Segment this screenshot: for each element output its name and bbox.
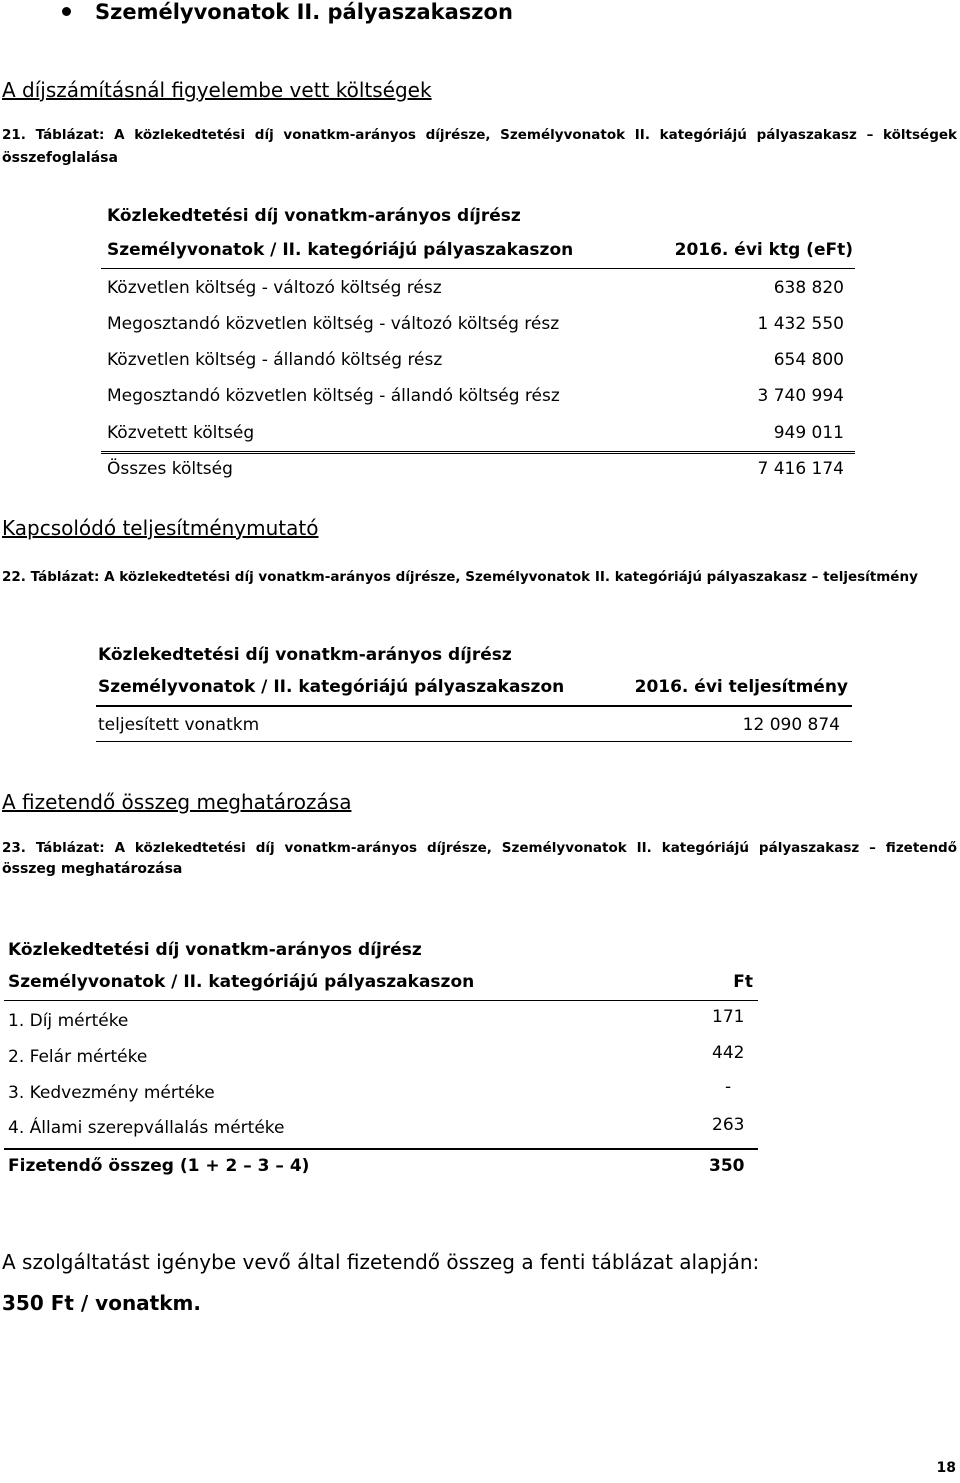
table22-bottom-rule xyxy=(96,741,852,742)
table22-row-label: teljesített vonatkm xyxy=(98,715,260,735)
table21-row-label: Közvetlen költség - állandó költség rész xyxy=(107,350,443,370)
bullet-icon xyxy=(62,7,71,16)
section-title xyxy=(62,0,513,24)
table22-head2-left: Személyvonatok / II. kategóriájú pályaszakaszon xyxy=(98,677,565,697)
table23-row-label: 3. Kedvezmény mértéke xyxy=(8,1083,215,1103)
table21-head2-left: Személyvonatok / II. kategóriájú pályaszakaszon xyxy=(107,240,574,260)
table21-row-value: 3 740 994 xyxy=(757,386,844,406)
table22-caption: 22. Táblázat: A közlekedtetési díj vonatkm-arányos díjrésze, Személyvonatok II. kategóriájú pályaszakasz – teljesítmény xyxy=(2,569,918,585)
table23-total-rule xyxy=(4,1148,758,1150)
table23-row-value: 442 xyxy=(712,1043,745,1063)
table23-total-label: Fizetendő összeg (1 + 2 – 3 – 4) xyxy=(8,1156,310,1176)
page-number: 18 xyxy=(936,1460,956,1476)
table21-caption-line2: összefoglalása xyxy=(2,150,118,166)
table21-row-value: 1 432 550 xyxy=(757,314,844,334)
table22-header-rule xyxy=(96,705,852,707)
table21-row-value: 949 011 xyxy=(773,423,844,443)
table23-header-rule xyxy=(4,1000,758,1001)
table21-total-rule xyxy=(101,451,855,454)
perf-heading: Kapcsolódó teljesítménymutató xyxy=(2,516,319,540)
table23-head1: Közlekedtetési díj vonatkm-arányos díjrész xyxy=(8,940,422,960)
table21-head2-right: 2016. évi ktg (eFt) xyxy=(674,240,853,260)
table23-row-value: - xyxy=(725,1077,732,1097)
table23-head2-right: Ft xyxy=(733,972,753,992)
section-title-text: Személyvonatok II. pályaszakaszon xyxy=(95,0,513,24)
table23-caption-line2: összeg meghatározása xyxy=(2,861,183,877)
table23-total-value: 350 xyxy=(709,1156,745,1176)
table23-row-label: 1. Díj mértéke xyxy=(8,1011,129,1031)
table21-row-label: Megosztandó közvetlen költség - változó költség rész xyxy=(107,314,560,334)
conclusion-line1: A szolgáltatást igénybe vevő által fizetendő összeg a fenti táblázat alapján: xyxy=(2,1250,760,1274)
conclusion-line2: 350 Ft / vonatkm. xyxy=(2,1291,201,1315)
table21-row-value: 638 820 xyxy=(773,278,844,298)
table21-total-value: 7 416 174 xyxy=(757,459,844,479)
table21-row-label: Közvetett költség xyxy=(107,423,255,443)
table22-head2-right: 2016. évi teljesítmény xyxy=(634,677,848,697)
table23-row-label: 4. Állami szerepvállalás mértéke xyxy=(8,1118,285,1138)
table23-row-value: 171 xyxy=(712,1007,745,1027)
table21-row-label: Megosztandó közvetlen költség - állandó költség rész xyxy=(107,386,560,406)
table23-row-label: 2. Felár mértéke xyxy=(8,1047,148,1067)
table23-caption-line1: 23. Táblázat: A közlekedtetési díj vonatkm-arányos díjrésze, Személyvonatok II. kategóriájú pályaszakasz – fizetendő xyxy=(2,840,957,856)
table22-row-value: 12 090 874 xyxy=(742,715,840,735)
table23-head2-left: Személyvonatok / II. kategóriájú pályaszakaszon xyxy=(8,972,475,992)
table22-head1: Közlekedtetési díj vonatkm-arányos díjrész xyxy=(98,645,512,665)
table23-row-value: 263 xyxy=(712,1115,745,1135)
table21-head1: Közlekedtetési díj vonatkm-arányos díjrész xyxy=(107,206,521,226)
table21-header-rule xyxy=(101,268,855,269)
costs-heading: A díjszámításnál figyelembe vett költségek xyxy=(2,78,432,102)
table21-caption-line1: 21. Táblázat: A közlekedtetési díj vonatkm-arányos díjrésze, Személyvonatok II. kategóriájú pályaszakasz – költségek xyxy=(2,127,957,143)
table21-total-label: Összes költség xyxy=(107,459,233,479)
pay-heading: A fizetendő összeg meghatározása xyxy=(2,790,352,814)
table21-row-label: Közvetlen költség - változó költség rész xyxy=(107,278,442,298)
table21-row-value: 654 800 xyxy=(773,350,844,370)
